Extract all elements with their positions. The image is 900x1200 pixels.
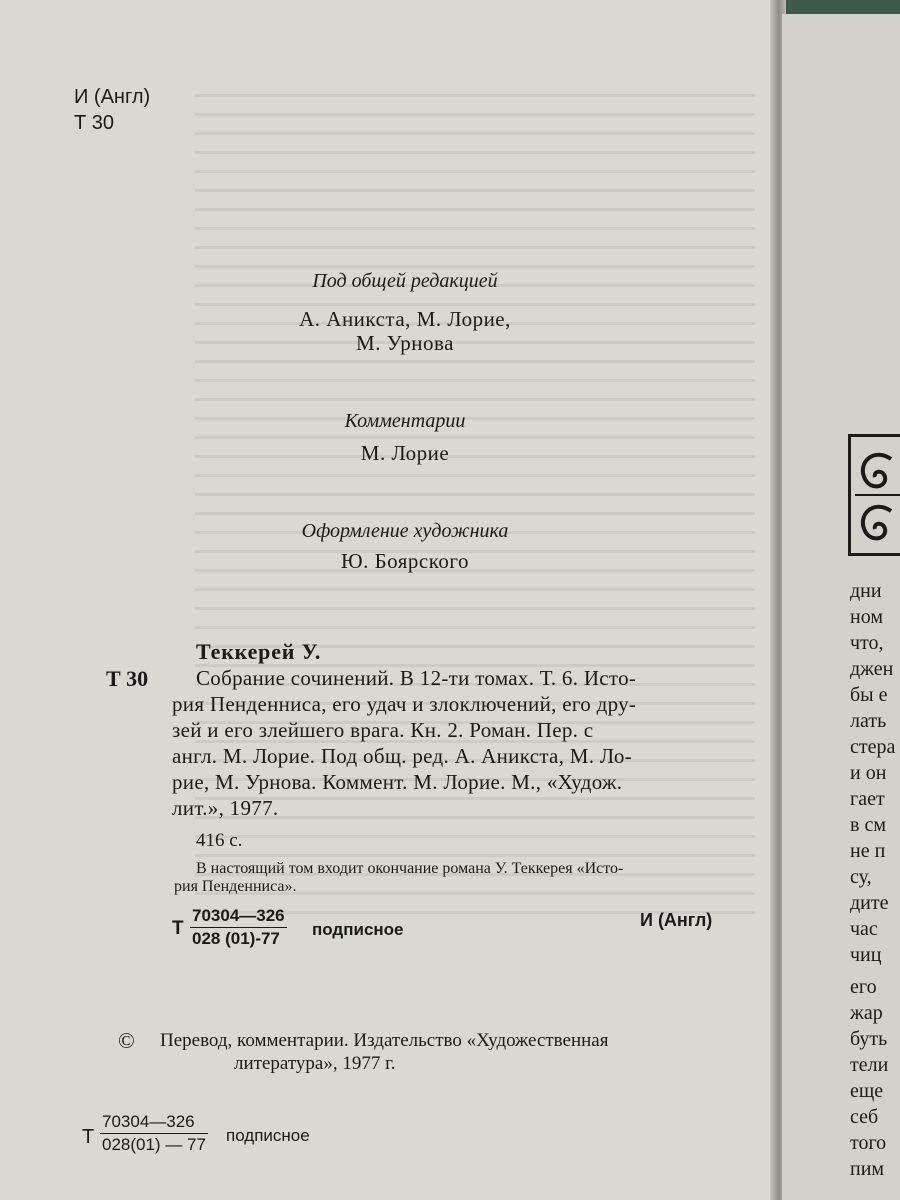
facing-line-4: джен	[850, 658, 894, 680]
copyright-line-2: литература», 1977 г.	[234, 1053, 396, 1074]
facing-line-20: еще	[850, 1080, 884, 1102]
facing-line-16: его	[850, 976, 877, 998]
facing-line-7: стера	[850, 736, 896, 758]
catalog-index-code: Т 30	[106, 666, 149, 691]
bottom-catalog-fraction	[100, 1112, 208, 1155]
right-page	[782, 14, 900, 1200]
editors-line-2: М. Урнова	[356, 331, 454, 355]
decorative-initial-ornament	[848, 434, 900, 556]
facing-line-21: себ	[850, 1106, 879, 1128]
index-top-line-1: И (Англ)	[74, 86, 151, 108]
description-line-6: лит.», 1977.	[172, 796, 279, 820]
comments-label: Комментарии	[344, 410, 466, 432]
facing-line-10: в см	[850, 814, 886, 836]
catalog-fraction	[190, 906, 287, 949]
facing-line-6: лать	[850, 710, 887, 732]
catalog-note: подписное	[312, 920, 404, 939]
catalog-letter: Т	[172, 918, 184, 939]
author-heading: Теккерей У.	[196, 639, 322, 664]
copyright-symbol: ©	[118, 1028, 135, 1053]
design-name: Ю. Боярского	[341, 549, 469, 573]
facing-line-2: ном	[850, 606, 883, 628]
design-label: Оформление художника	[301, 520, 509, 542]
facing-line-18: буть	[850, 1028, 888, 1050]
facing-line-5: бы е	[850, 684, 888, 706]
description-line-4: англ. М. Лорие. Под общ. ред. А. Аникста, М. Ло-	[172, 744, 632, 768]
description-line-5: рие, М. Урнова. Коммент. М. Лорие. М., «Худож.	[172, 770, 623, 794]
facing-line-12: су,	[850, 866, 872, 888]
facing-line-1: дни	[850, 580, 882, 602]
facing-line-3: что,	[850, 632, 884, 654]
facing-line-14: час	[850, 918, 878, 940]
facing-line-22: того	[850, 1132, 887, 1154]
copyright-line-1: Перевод, комментарии. Издательство «Художественная	[160, 1030, 609, 1051]
catalog-numerator: 70304—326	[190, 906, 287, 928]
facing-line-17: жар	[850, 1002, 883, 1024]
facing-line-9: гает	[850, 788, 885, 810]
page-count: 416 с.	[196, 830, 243, 851]
bottom-catalog-numerator: 70304—326	[100, 1112, 208, 1134]
annotation-line-2: рия Пенденниса».	[174, 878, 297, 895]
annotation-line-1: В настоящий том входит окончание романа У. Теккерея «Исто-	[196, 860, 624, 877]
ornament-swirl-icon	[851, 437, 900, 553]
bottom-catalog-letter: Т	[82, 1126, 95, 1148]
facing-line-11: не п	[850, 840, 886, 862]
facing-line-13: дите	[850, 892, 889, 914]
description-line-3: зей и его злейшего врага. Кн. 2. Роман. Пер. с	[172, 718, 594, 742]
comments-name: М. Лорие	[360, 441, 450, 465]
catalog-index: И (Англ)	[640, 910, 713, 930]
catalog-denominator: 028 (01)-77	[192, 929, 280, 948]
show-through-ghost-text	[195, 90, 755, 930]
facing-line-8: и он	[850, 762, 887, 784]
facing-line-15: чиц	[850, 944, 882, 966]
description-line-2: рия Пенденниса, его удач и злоключений, его дру-	[172, 692, 637, 716]
index-top-line-2: Т 30	[74, 112, 115, 134]
editors-line-1: А. Аникста, М. Лорие,	[299, 307, 511, 331]
facing-line-19: тели	[850, 1054, 889, 1076]
bottom-catalog-note: подписное	[226, 1126, 310, 1145]
facing-line-23: пим	[850, 1158, 885, 1180]
description-line-1: Собрание сочинений. В 12-ти томах. Т. 6. Исто-	[196, 666, 637, 690]
bottom-catalog-denominator: 028(01) — 77	[102, 1135, 206, 1154]
editors-label: Под общей редакцией	[312, 270, 498, 292]
